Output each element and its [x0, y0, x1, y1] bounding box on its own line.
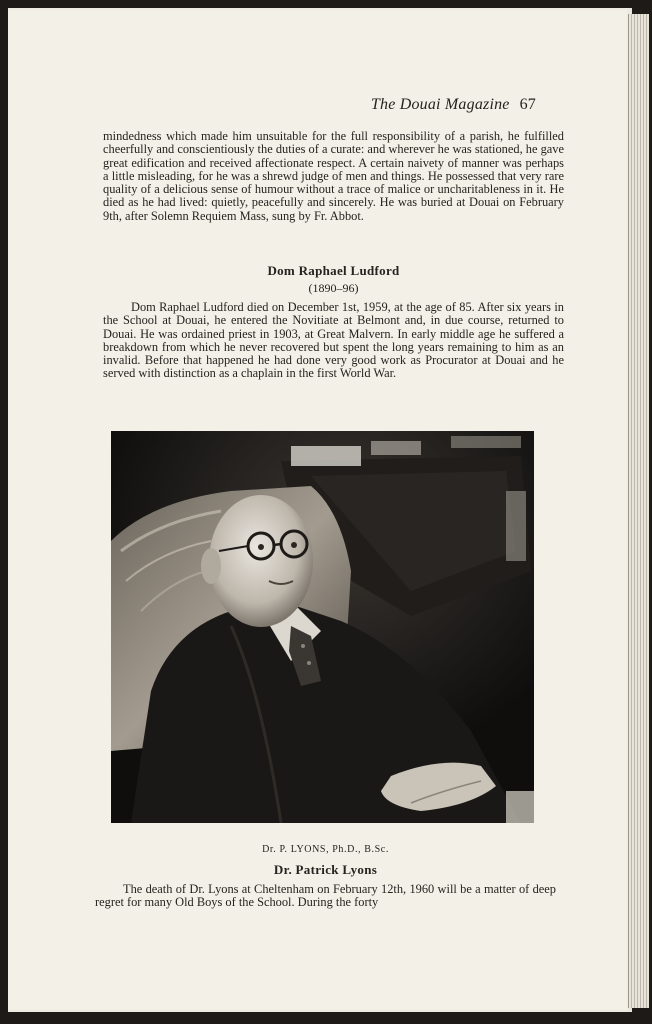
page-edges	[628, 14, 649, 1008]
obituary-continuation	[103, 130, 564, 223]
obituary-lyons	[95, 883, 556, 910]
section-heading-lyons: Dr. Patrick Lyons	[273, 862, 378, 877]
portrait-photo-art	[111, 431, 534, 823]
paragraph: Dom Raphael Ludford died on December 1st, 1959, at the age of 85. After six years in the School at Douai, he entered the Novitiate at Belmont and, in due course, returned to Douai. He was ordained priest in 1903, at Great Malvern. In early middle age he suffered a breakdown from which he never recovered but spent the long years remaining to him as an invalid. Before that happened he had done very good work as Procurator at Douai and he served with distinction as a chaplain in the first World War.	[103, 300, 564, 381]
running-head	[371, 96, 536, 114]
section-heading-ludford: Dom Raphael Ludford	[267, 263, 400, 278]
section-dates-ludford: (1890–96)	[308, 281, 359, 295]
magazine-title: The Douai Magazine	[370, 96, 510, 113]
portrait-photo	[111, 431, 534, 823]
page-number: 67	[519, 96, 536, 113]
photo-caption: Dr. P. LYONS, Ph.D., B.Sc.	[262, 844, 389, 855]
paragraph: The death of Dr. Lyons at Cheltenham on February 12th, 1960 will be a matter of deep regret for many Old Boys of the School. During the forty	[95, 882, 556, 910]
obituary-ludford	[103, 301, 564, 381]
paragraph: mindedness which made him unsuitable for the full responsibility of a parish, he fulfilled cheerfully and conscientiously the duties of a curate: and wherever he was stationed, he gave great edification and received affectionate respect. A certain naivety of manner was perhaps a little misleading, for he was a shrewd judge of men and things. He possessed that very rare quality of a delicious sense of humour without a trace of malice or uncharitableness in it. He died as he had lived: quietly, peacefully and sincerely. He was buried at Douai on February 9th, after Solemn Requiem Mass, sung by Fr. Abbot.	[103, 129, 564, 223]
